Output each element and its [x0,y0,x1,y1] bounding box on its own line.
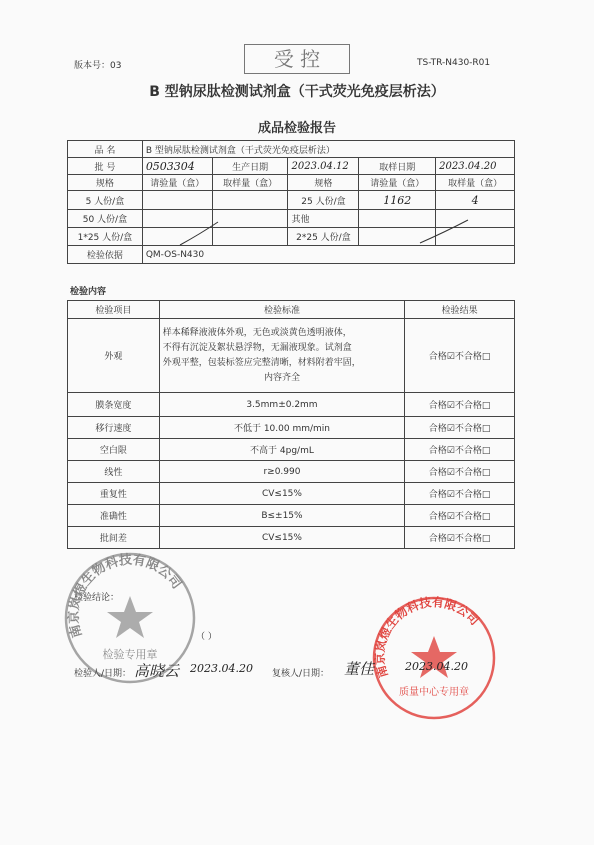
col-header: 检验结果 [405,301,515,319]
spec-row: 2*25 人份/盒 [288,228,359,246]
product-label: 品 名 [68,141,143,158]
spec-header-2: 规格 [288,175,359,191]
item-name: 移行速度 [68,417,160,439]
spec-row: 25 人份/盒 [288,191,359,210]
doc-code: TS-TR-N430-R01 [417,58,491,68]
std-line: 不得有沉淀及絮状悬浮物，无漏液现象。试剂盒 [162,342,352,353]
quality-seal [368,592,500,724]
result-cell: 合格☑不合格□ [405,417,515,439]
basis-value: QM-OS-N430 [142,246,514,264]
version-label: 版本号：03 [74,61,122,71]
seal-left-text: 南京岚煜生物科技有限公司 [66,552,185,640]
prod-date-label: 生产日期 [212,158,288,175]
std-line: r≥0.990 [159,461,404,483]
document-title: B 型钠尿肽检测试剂盒（干式荧光免疫层析法） [149,84,445,100]
reviewer-label: 复核人/日期： [272,669,330,679]
std-line: 3.5mm±0.2mm [159,393,404,417]
sample-qty-header: 取样量（盒） [212,175,288,191]
std-line: 样本稀释液液体外观，无色或淡黄色透明液体， [162,327,352,338]
qty-25-sample: 4 [436,191,515,210]
spec-row: 5 人份/盒 [68,191,143,210]
inspector-label: 检验人/日期： [74,669,132,679]
std-line: 外观平整，包装标签应完整清晰，材料附着牢固， [162,357,361,368]
qty-25-inspect: 1162 [359,191,436,210]
spec-row: 其他 [288,210,359,228]
item-name: 重复性 [68,483,160,505]
prod-date-value: 2023.04.12 [288,158,359,175]
result-cell: 合格☑不合格□ [405,527,515,549]
col-header: 检验标准 [159,301,404,319]
conclusion-paren: （ ） [196,632,217,642]
sample-date-label: 取样日期 [359,158,436,175]
product-value: B 型钠尿肽检测试剂盒（干式荧光免疫层析法） [142,141,514,158]
std-line: CV≤15% [159,527,404,549]
spec-row: 50 人份/盒 [68,210,143,228]
seal-right-sub: 质量中心专用章 [399,687,469,698]
conclusion-label: 检验结论： [74,593,120,603]
sample-date-value: 2023.04.20 [436,158,515,175]
batch-value: 0503304 [142,158,212,175]
inspection-table [67,300,515,549]
batch-label: 批 号 [68,158,143,175]
std-line: 不低于 10.00 mm/min [159,417,404,439]
inspector-date: 2023.04.20 [190,662,253,675]
inspect-qty-header: 请验量（盒） [142,175,212,191]
seal-right-text: 南京岚煜生物科技有限公司 [372,595,482,680]
std-line: 内容齐全 [263,372,300,383]
item-name: 准确性 [68,505,160,527]
result-cell: 合格☑不合格□ [405,461,515,483]
content-label: 检验内容 [70,287,107,297]
inspector-signature: 高晓云 [134,662,180,680]
spec-row: 1*25 人份/盒 [68,228,143,246]
item-name: 外观 [68,319,160,393]
reviewer-signature: 董佳 [344,660,375,678]
seal-left-sub: 检验专用章 [102,648,158,661]
result-cell: 合格☑不合格□ [405,319,515,393]
sample-qty-header-2: 取样量（盒） [436,175,515,191]
reviewer-date: 2023.04.20 [405,660,468,673]
inspect-qty-header-2: 请验量（盒） [359,175,436,191]
item-name: 批间差 [68,527,160,549]
result-cell: 合格☑不合格□ [405,483,515,505]
report-subtitle: 成品检验报告 [257,121,336,136]
std-line: 不高于 4pg/mL [159,439,404,461]
item-name: 空白限 [68,439,160,461]
std-line: B≤±15% [159,505,404,527]
result-cell: 合格☑不合格□ [405,393,515,417]
std-line: CV≤15% [159,483,404,505]
result-cell: 合格☑不合格□ [405,439,515,461]
basis-label: 检验依据 [68,246,143,264]
controlled-stamp: 受 控 [244,44,350,74]
spec-header: 规格 [68,175,143,191]
item-name: 膜条宽度 [68,393,160,417]
item-name: 线性 [68,461,160,483]
col-header: 检验项目 [68,301,160,319]
result-cell: 合格☑不合格□ [405,505,515,527]
